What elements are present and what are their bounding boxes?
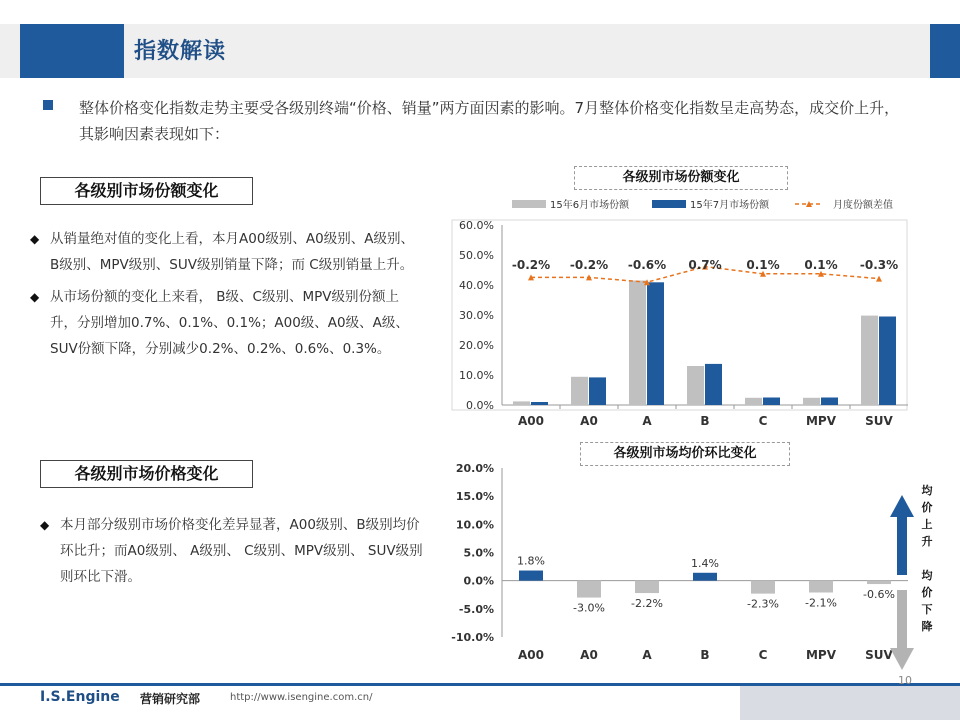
bar bbox=[629, 281, 646, 406]
bar bbox=[635, 581, 659, 593]
list-item bbox=[40, 512, 430, 590]
bar bbox=[589, 377, 606, 405]
x-tick-label: A bbox=[642, 648, 652, 662]
x-tick-label: C bbox=[758, 648, 768, 662]
header-accent-left bbox=[20, 24, 124, 78]
bullet-text: 从市场份额的变化上来看， B级、C级别、MPV级别份额上升，分别增加0.7%、0.1%、0.1%；A00级、A0级、A级、SUV份额下降，分别减少0.2%、0.2%、0.6%、0.3%。 bbox=[50, 289, 409, 357]
footer-accent bbox=[740, 686, 960, 720]
y-tick-label: 5.0% bbox=[463, 546, 494, 560]
page-title: 指数解读 bbox=[134, 39, 227, 64]
bar bbox=[705, 364, 722, 405]
bar bbox=[745, 398, 762, 405]
y-tick-label: 20.0% bbox=[455, 462, 494, 475]
price-up-label: 均 价 上 升 bbox=[921, 484, 933, 548]
y-tick-label: -10.0% bbox=[451, 631, 494, 644]
data-label: 0.1% bbox=[746, 258, 780, 272]
x-tick-label: SUV bbox=[865, 414, 893, 428]
data-label: -2.3% bbox=[747, 597, 779, 611]
data-label: 1.8% bbox=[517, 554, 545, 568]
share-bullet-list bbox=[30, 226, 420, 368]
square-bullet-icon bbox=[43, 100, 53, 110]
diamond-bullet-icon: ◆ bbox=[40, 518, 50, 532]
y-tick-label: 0.0% bbox=[463, 574, 494, 588]
x-tick-label: MPV bbox=[805, 414, 837, 428]
plot-area bbox=[452, 220, 907, 410]
data-label: -2.1% bbox=[805, 596, 837, 610]
y-tick-label: 0.0% bbox=[466, 399, 494, 412]
bar bbox=[879, 317, 896, 406]
bullet-text: 本月部分级别市场价格变化差异显著，A00级别、B级别均价环比升；而A0级别、 A级别、 C级别、MPV级别、 SUV级别则环比下滑。 bbox=[60, 517, 423, 585]
bar bbox=[571, 377, 588, 405]
diamond-bullet-icon: ◆ bbox=[30, 290, 40, 304]
y-tick-label: -5.0% bbox=[458, 602, 494, 616]
list-item bbox=[30, 226, 420, 278]
legend-swatch bbox=[652, 200, 686, 208]
y-tick-label: 10.0% bbox=[455, 518, 494, 532]
header-accent-right bbox=[930, 24, 960, 78]
bar bbox=[803, 398, 820, 405]
bar bbox=[763, 398, 780, 406]
x-tick-label: A00 bbox=[518, 648, 544, 662]
diamond-bullet-icon: ◆ bbox=[30, 232, 40, 246]
y-tick-label: 60.0% bbox=[459, 219, 494, 232]
market-share-chart bbox=[440, 185, 920, 435]
bar bbox=[861, 316, 878, 405]
data-label: -0.3% bbox=[859, 258, 899, 272]
price-change-chart bbox=[440, 455, 920, 670]
x-tick-label: SUV bbox=[865, 648, 893, 662]
bar bbox=[809, 581, 833, 593]
legend-label: 15年6月市场份额 bbox=[550, 200, 630, 211]
price-direction-arrows bbox=[890, 495, 914, 675]
x-tick-label: A0 bbox=[580, 414, 598, 428]
bar bbox=[693, 573, 717, 581]
y-tick-label: 20.0% bbox=[459, 339, 494, 352]
x-tick-label: A00 bbox=[518, 414, 544, 428]
legend-label: 月度份额差值 bbox=[833, 200, 893, 211]
x-tick-label: B bbox=[700, 648, 710, 662]
data-label: 0.7% bbox=[688, 258, 722, 272]
y-tick-label: 30.0% bbox=[459, 309, 494, 322]
bar bbox=[577, 581, 601, 598]
x-tick-label: MPV bbox=[805, 648, 837, 662]
footer-department: 营销研究部 bbox=[140, 692, 201, 706]
bullet-text: 从销量绝对值的变化上看，本月A00级别、A0级别、A级别、 B级别、MPV级别、SUV级别销量下降；而 C级别销量上升。 bbox=[50, 231, 414, 273]
price-down-label: 均 价 下 降 bbox=[921, 569, 933, 633]
data-label: -2.2% bbox=[631, 597, 663, 611]
chart-title: 各级别市场均价环比变化 bbox=[580, 442, 790, 466]
chart-title: 各级别市场份额变化 bbox=[574, 166, 788, 190]
bar bbox=[513, 401, 530, 405]
data-label: -0.2% bbox=[569, 258, 609, 272]
data-label: -0.6% bbox=[627, 258, 667, 272]
x-tick-label: A bbox=[642, 414, 652, 428]
footer-brand: I.S.Engine bbox=[40, 689, 120, 705]
bar bbox=[519, 571, 543, 581]
bar bbox=[867, 581, 891, 584]
x-tick-label: A0 bbox=[580, 648, 598, 662]
share-section-title: 各级别市场份额变化 bbox=[40, 177, 253, 205]
footer-url: http://www.isengine.com.cn/ bbox=[230, 692, 373, 703]
data-label: 1.4% bbox=[691, 556, 719, 570]
price-section-title: 各级别市场价格变化 bbox=[40, 460, 253, 488]
page-number: 10 bbox=[898, 674, 912, 687]
data-label: -0.2% bbox=[511, 258, 551, 272]
down-arrow-icon bbox=[890, 590, 914, 670]
legend-swatch bbox=[512, 200, 546, 208]
y-tick-label: 10.0% bbox=[459, 369, 494, 382]
x-tick-label: B bbox=[700, 414, 710, 428]
x-tick-label: C bbox=[758, 414, 768, 428]
up-arrow-icon bbox=[890, 495, 914, 575]
bar bbox=[751, 581, 775, 594]
bar bbox=[531, 402, 548, 405]
legend-label: 15年7月市场份额 bbox=[690, 200, 770, 211]
data-label: 0.1% bbox=[804, 258, 838, 272]
bar bbox=[821, 398, 838, 406]
list-item bbox=[30, 284, 420, 362]
y-tick-label: 40.0% bbox=[459, 279, 494, 292]
y-tick-label: 50.0% bbox=[459, 249, 494, 262]
y-tick-label: 15.0% bbox=[455, 490, 494, 504]
price-bullet-list bbox=[40, 512, 430, 596]
data-label: -3.0% bbox=[573, 601, 605, 615]
bar bbox=[687, 366, 704, 405]
intro-text: 整体价格变化指数走势主要受各级别终端“价格、销量”两方面因素的影响。7月整体价格变化指数呈走高势态，成交价上升，其影响因素表现如下： bbox=[79, 99, 900, 143]
data-label: -0.6% bbox=[863, 588, 895, 602]
bar bbox=[647, 282, 664, 405]
